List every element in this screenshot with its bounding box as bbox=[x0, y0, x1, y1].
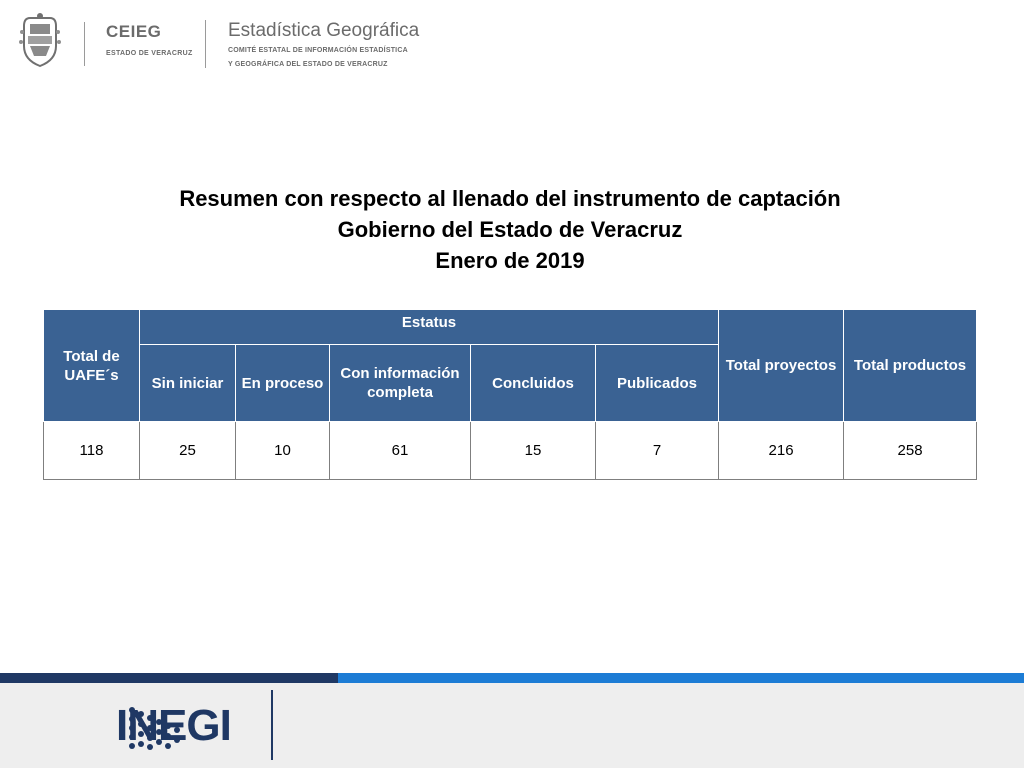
ceieg-subtitle: ESTADO DE VERACRUZ bbox=[106, 50, 193, 57]
summary-table bbox=[43, 309, 977, 480]
cell-publicados: 7 bbox=[596, 422, 719, 480]
cell-sin-iniciar: 25 bbox=[140, 422, 236, 480]
title-line-3: Enero de 2019 bbox=[435, 248, 585, 273]
title-line-2: Gobierno del Estado de Veracruz bbox=[337, 217, 683, 242]
table-row bbox=[44, 422, 977, 480]
header-divider bbox=[84, 22, 85, 66]
cell-total-uafes: 118 bbox=[44, 422, 140, 480]
ceieg-logo bbox=[106, 22, 193, 57]
header-publicados: Publicados bbox=[596, 345, 719, 422]
header-con-informacion: Con información completa bbox=[330, 345, 471, 422]
header-total-proyectos: Total proyectos bbox=[719, 310, 844, 422]
veracruz-seal-icon bbox=[16, 12, 64, 68]
cell-concluidos: 15 bbox=[471, 422, 596, 480]
cell-en-proceso: 10 bbox=[236, 422, 330, 480]
header-estatus: Estatus bbox=[140, 310, 719, 345]
footer-bar-dark bbox=[0, 673, 340, 683]
header-concluidos: Concluidos bbox=[471, 345, 596, 422]
footer-divider bbox=[271, 690, 273, 760]
page-title bbox=[0, 183, 1020, 276]
estadistica-geografica-logo bbox=[228, 20, 419, 70]
header-sin-iniciar: Sin iniciar bbox=[140, 345, 236, 422]
header-divider bbox=[205, 20, 206, 68]
cell-con-informacion: 61 bbox=[330, 422, 471, 480]
cell-total-proyectos: 216 bbox=[719, 422, 844, 480]
cell-total-productos: 258 bbox=[844, 422, 977, 480]
eg-subtitle-2: Y GEOGRÁFICA DEL ESTADO DE VERACRUZ bbox=[228, 61, 388, 68]
header-total-productos: Total productos bbox=[844, 310, 977, 422]
eg-title: Estadística Geográfica bbox=[228, 20, 420, 41]
footer-bar-light bbox=[338, 673, 1024, 683]
header-total-uafes: Total de UAFE´s bbox=[44, 310, 140, 422]
inegi-logo-text: INEGI bbox=[116, 701, 231, 750]
ceieg-name: CEIEG bbox=[106, 22, 162, 41]
header bbox=[0, 0, 1024, 80]
header-en-proceso: En proceso bbox=[236, 345, 330, 422]
title-line-1: Resumen con respecto al llenado del instrumento de captación bbox=[179, 186, 841, 211]
eg-subtitle-1: COMITÉ ESTATAL DE INFORMACIÓN ESTADÍSTICA bbox=[228, 47, 408, 54]
